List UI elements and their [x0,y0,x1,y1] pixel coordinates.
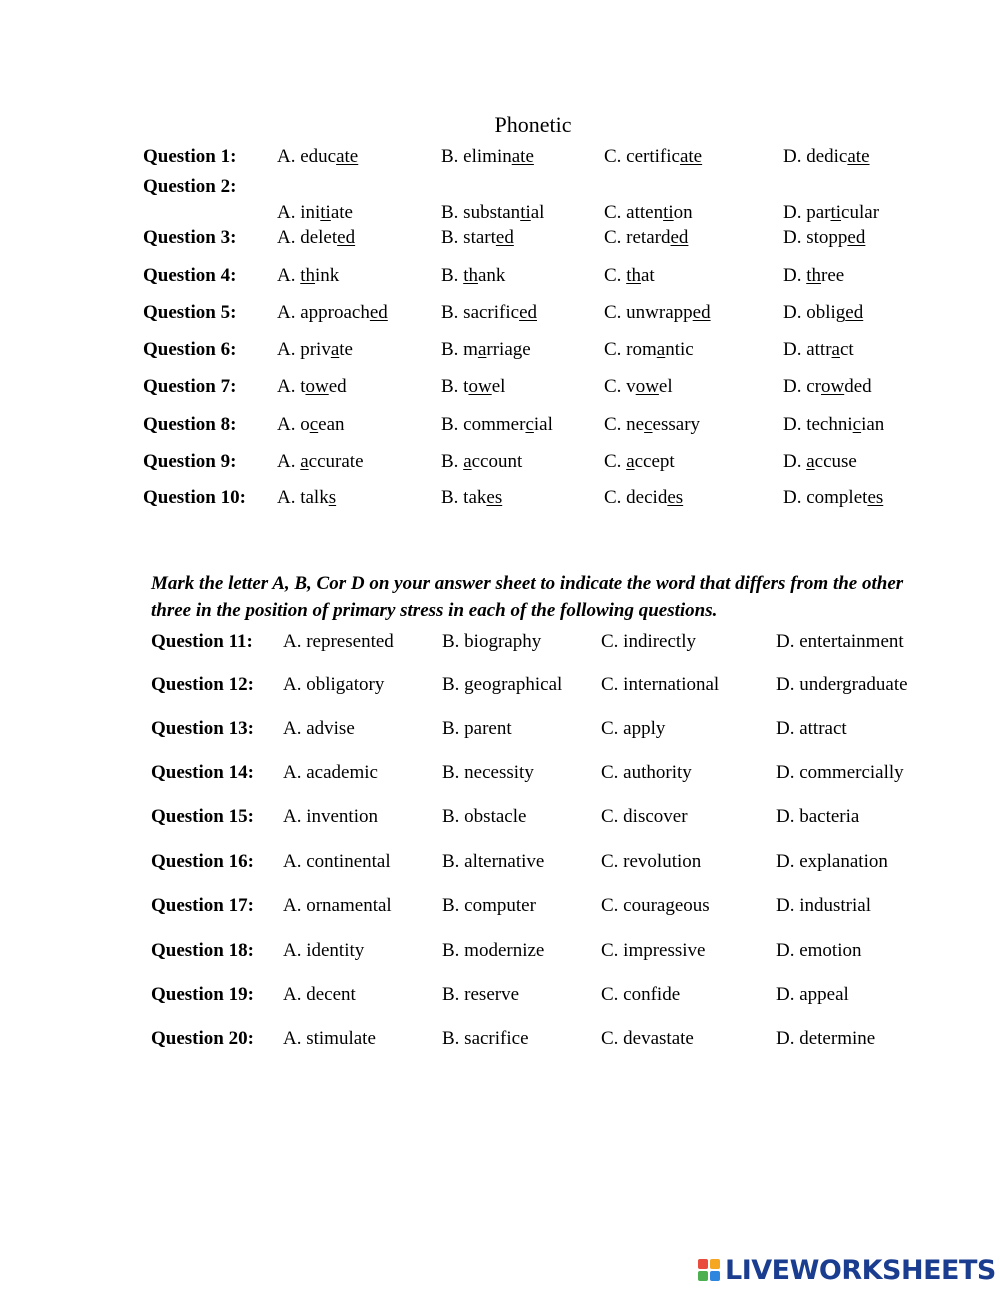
answer-option[interactable] [277,146,358,168]
liveworksheets-logo[interactable] [698,1254,996,1286]
question-row [0,227,1000,255]
underlined-sound: ed [845,302,864,323]
answer-option[interactable] [783,451,857,473]
option-text: ed [328,376,347,397]
underlined-sound: a [330,339,340,360]
option-text: B. [441,265,464,286]
answer-option[interactable] [441,414,553,436]
question-row [0,265,1000,293]
page-title: Phonetic [494,112,572,137]
option-text: ean [318,414,345,435]
answer-option[interactable]: A. obligatory [283,674,385,695]
underlined-sound: ow [820,376,845,397]
answer-option[interactable]: A. advise [283,718,355,739]
answer-option[interactable]: C. revolution [601,851,702,872]
answer-option[interactable]: B. computer [442,895,536,916]
question-label: Question 12: [151,674,254,695]
question-row [0,762,1000,790]
answer-option[interactable] [604,227,688,249]
option-text: on [673,202,693,223]
option-text: B. sacrific [441,302,520,323]
answer-option[interactable] [604,376,673,398]
answer-option[interactable]: C. authority [601,762,692,783]
stress-instruction: Mark the letter A, B, Cor D on your answer sheet to indicate the word that differs from the other three in the position of primary stress in each of the following questions. [151,573,904,621]
option-text: al [530,202,545,223]
question-label: Question 3: [143,227,237,248]
option-text: D. par [783,202,831,223]
option-text: C. retard [604,227,671,248]
underlined-sound: ed [369,302,388,323]
answer-option[interactable]: D. explanation [776,851,888,872]
underlined-sound: ed [692,302,711,323]
option-text: ink [315,265,340,286]
question-row [0,302,1000,330]
option-text: C. [604,451,627,472]
option-text: B. substan [441,202,521,223]
underlined-sound: a [626,451,635,472]
underlined-sound: ed [847,227,866,248]
question-row [0,339,1000,367]
option-text: ccurate [308,451,364,472]
option-text: D. stopp [783,227,848,248]
option-text: ank [477,265,506,286]
answer-option[interactable]: A. represented [283,631,394,652]
underlined-sound: a [831,339,840,360]
underlined-sound: s [328,487,337,508]
answer-option[interactable]: B. obstacle [442,806,527,827]
underlined-sound: ate [847,146,870,167]
option-text: essary [652,414,701,435]
option-text: C. rom [604,339,657,360]
option-text: C. [604,265,627,286]
option-text: at [640,265,655,286]
option-text: B. t [441,376,469,397]
answer-option[interactable] [783,146,870,168]
answer-option[interactable]: B. alternative [442,851,545,872]
answer-option[interactable]: C. discover [601,806,688,827]
option-text: A. talk [277,487,329,508]
option-text: D. techni [783,414,853,435]
answer-option[interactable]: B. reserve [442,984,520,1005]
option-text: D. [783,451,807,472]
question-label: Question 6: [143,339,237,360]
underlined-sound: es [486,487,503,508]
answer-option[interactable]: B. parent [442,718,512,739]
answer-option[interactable] [441,376,505,398]
option-text: D. oblig [783,302,846,323]
underlined-sound: a [656,339,666,360]
liveworksheets-mark-icon [698,1259,720,1281]
question-label: Question 15: [151,806,254,827]
answer-option[interactable] [441,146,534,168]
option-text: A. o [277,414,310,435]
answer-option[interactable]: B. modernize [442,940,545,961]
answer-option[interactable] [783,487,883,509]
question-label: Question 17: [151,895,254,916]
underlined-sound: ed [495,227,514,248]
answer-option[interactable]: D. bacteria [776,806,860,827]
question-row [0,451,1000,479]
answer-option[interactable]: C. apply [601,718,666,739]
underlined-sound: ow [305,376,329,397]
question-label: Question 19: [151,984,254,1005]
answer-option[interactable] [441,339,531,361]
answer-option[interactable] [277,202,353,224]
answer-option[interactable]: B. geographical [442,674,563,695]
question-row [0,414,1000,442]
logo-block-l [698,1259,708,1269]
option-text: D. cr [783,376,821,397]
option-text: C. ne [604,414,645,435]
answer-option[interactable] [441,227,514,249]
answer-option[interactable]: A. continental [283,851,391,872]
option-text: B. elimin [441,146,512,167]
underlined-sound: c [309,414,319,435]
underlined-sound: a [477,339,487,360]
question-label: Question 20: [151,1028,254,1049]
option-text: C. atten [604,202,664,223]
answer-option[interactable]: A. identity [283,940,365,961]
underlined-sound: ow [635,376,659,397]
answer-option[interactable] [604,265,655,287]
option-text: A. ini [277,202,321,223]
option-text: C. unwrapp [604,302,693,323]
logo-block-e [710,1271,720,1281]
option-text: el [658,376,673,397]
answer-option[interactable]: C. devastate [601,1028,694,1049]
answer-option[interactable] [604,146,702,168]
option-text: ccount [471,451,523,472]
underlined-sound: c [525,414,534,435]
underlined-sound: th [463,265,478,286]
question-label: Question 18: [151,940,254,961]
question-label: Question 14: [151,762,254,783]
answer-option[interactable]: D. commercially [776,762,904,783]
logo-block-i [710,1259,720,1269]
option-text: B. m [441,339,478,360]
answer-option[interactable] [604,339,694,361]
answer-option[interactable]: B. sacrifice [442,1028,529,1049]
option-text: ate [330,202,353,223]
question-label: Question 8: [143,414,237,435]
underlined-sound: ate [511,146,534,167]
option-text: A. educ [277,146,337,167]
option-text: ccept [634,451,675,472]
answer-option[interactable]: D. entertainment [776,631,904,652]
option-text: A. priv [277,339,331,360]
question-row [0,487,1000,515]
option-text: B. [441,451,464,472]
question-label: Question 7: [143,376,237,397]
answer-option[interactable] [441,202,544,224]
underlined-sound: es [867,487,884,508]
option-text: ccuse [814,451,857,472]
answer-option[interactable]: C. impressive [601,940,706,961]
question-label: Question 1: [143,146,237,167]
underlined-sound: ti [320,202,331,223]
question-label: Question 5: [143,302,237,323]
underlined-sound: a [463,451,472,472]
question-label: Question 2: [143,176,237,197]
option-text: D. [783,265,807,286]
answer-option[interactable] [783,302,863,324]
answer-option[interactable]: A. stimulate [283,1028,376,1049]
underlined-sound: th [806,265,822,286]
answer-option[interactable]: B. necessity [442,762,534,783]
answer-option[interactable] [604,487,683,509]
underlined-sound: ed [519,302,538,323]
option-text: D. complet [783,487,868,508]
underlined-sound: ti [663,202,674,223]
answer-option[interactable]: C. courageous [601,895,710,916]
option-text: cular [841,202,880,223]
option-text: el [491,376,506,397]
answer-option[interactable] [604,414,700,436]
option-text: A. delet [277,227,338,248]
question-row [0,202,1000,230]
option-text: D. attr [783,339,832,360]
answer-option[interactable] [277,414,345,436]
answer-option[interactable] [783,376,872,398]
underlined-sound: ed [670,227,689,248]
option-text: ial [533,414,553,435]
question-label: Question 9: [143,451,237,472]
question-row [0,1028,1000,1056]
underlined-sound: a [806,451,815,472]
answer-option[interactable] [783,339,854,361]
answer-option[interactable]: A. invention [283,806,378,827]
option-text: B. commer [441,414,526,435]
answer-option[interactable] [441,451,522,473]
question-label: Question 11: [151,631,253,652]
answer-option[interactable] [277,451,364,473]
answer-option[interactable] [277,376,347,398]
question-row [0,940,1000,968]
question-row [0,984,1000,1012]
answer-option[interactable] [783,265,844,287]
underlined-sound: a [300,451,309,472]
question-row [0,851,1000,879]
answer-option[interactable] [783,414,884,436]
answer-option[interactable] [441,265,505,287]
option-text: C. certific [604,146,680,167]
option-text: ian [861,414,885,435]
answer-option[interactable] [277,302,388,324]
option-text: C. v [604,376,636,397]
answer-option[interactable]: D. determine [776,1028,876,1049]
answer-option[interactable] [441,487,502,509]
answer-option[interactable] [783,202,879,224]
underlined-sound: th [626,265,641,286]
option-text: C. decid [604,487,668,508]
option-text: B. start [441,227,496,248]
answer-option[interactable]: C. confide [601,984,681,1005]
logo-text: LIVEWORKSHEETS [725,1254,996,1286]
question-row [0,674,1000,702]
underlined-sound: ed [337,227,356,248]
answer-option[interactable]: D. undergraduate [776,674,908,695]
option-text: ct [839,339,854,360]
answer-option[interactable] [783,227,865,249]
question-label: Question 4: [143,265,237,286]
answer-option[interactable]: D. emotion [776,940,862,961]
option-text: A. [277,265,301,286]
option-text: A. [277,451,301,472]
underlined-sound: es [667,487,684,508]
question-row [0,718,1000,746]
answer-option[interactable]: C. indirectly [601,631,696,652]
question-label: Question 16: [151,851,254,872]
underlined-sound: th [300,265,316,286]
answer-option[interactable]: D. appeal [776,984,849,1005]
answer-option[interactable] [604,202,693,224]
option-text: ree [821,265,845,286]
option-text: te [339,339,353,360]
option-text: ntic [665,339,694,360]
answer-option[interactable]: A. academic [283,762,378,783]
answer-option[interactable] [277,227,355,249]
option-text: A. t [277,376,306,397]
option-text: A. approach [277,302,370,323]
answer-option[interactable] [441,302,537,324]
answer-option[interactable]: A. ornamental [283,895,392,916]
option-text: rriage [486,339,531,360]
answer-option[interactable] [604,302,711,324]
answer-option[interactable] [604,451,675,473]
question-label: Question 13: [151,718,254,739]
answer-option[interactable]: C. international [601,674,720,695]
option-text: D. dedic [783,146,848,167]
answer-option[interactable]: D. attract [776,718,847,739]
underlined-sound: c [644,414,653,435]
answer-option[interactable] [277,339,353,361]
answer-option[interactable]: B. biography [442,631,542,652]
question-row [0,806,1000,834]
answer-option[interactable] [277,487,336,509]
logo-block-v [698,1271,708,1281]
underlined-sound: ti [520,202,531,223]
option-text: B. tak [441,487,487,508]
underlined-sound: ate [336,146,359,167]
underlined-sound: ow [468,376,492,397]
answer-option[interactable]: A. decent [283,984,356,1005]
question-row [0,895,1000,923]
underlined-sound: c [852,414,862,435]
underlined-sound: ate [679,146,703,167]
question-row [0,631,1000,659]
answer-option[interactable]: D. industrial [776,895,871,916]
option-text: ded [844,376,872,397]
question-row [0,146,1000,174]
question-label: Question 10: [143,487,246,508]
question-row [0,376,1000,404]
underlined-sound: ti [830,202,842,223]
answer-option[interactable] [277,265,339,287]
